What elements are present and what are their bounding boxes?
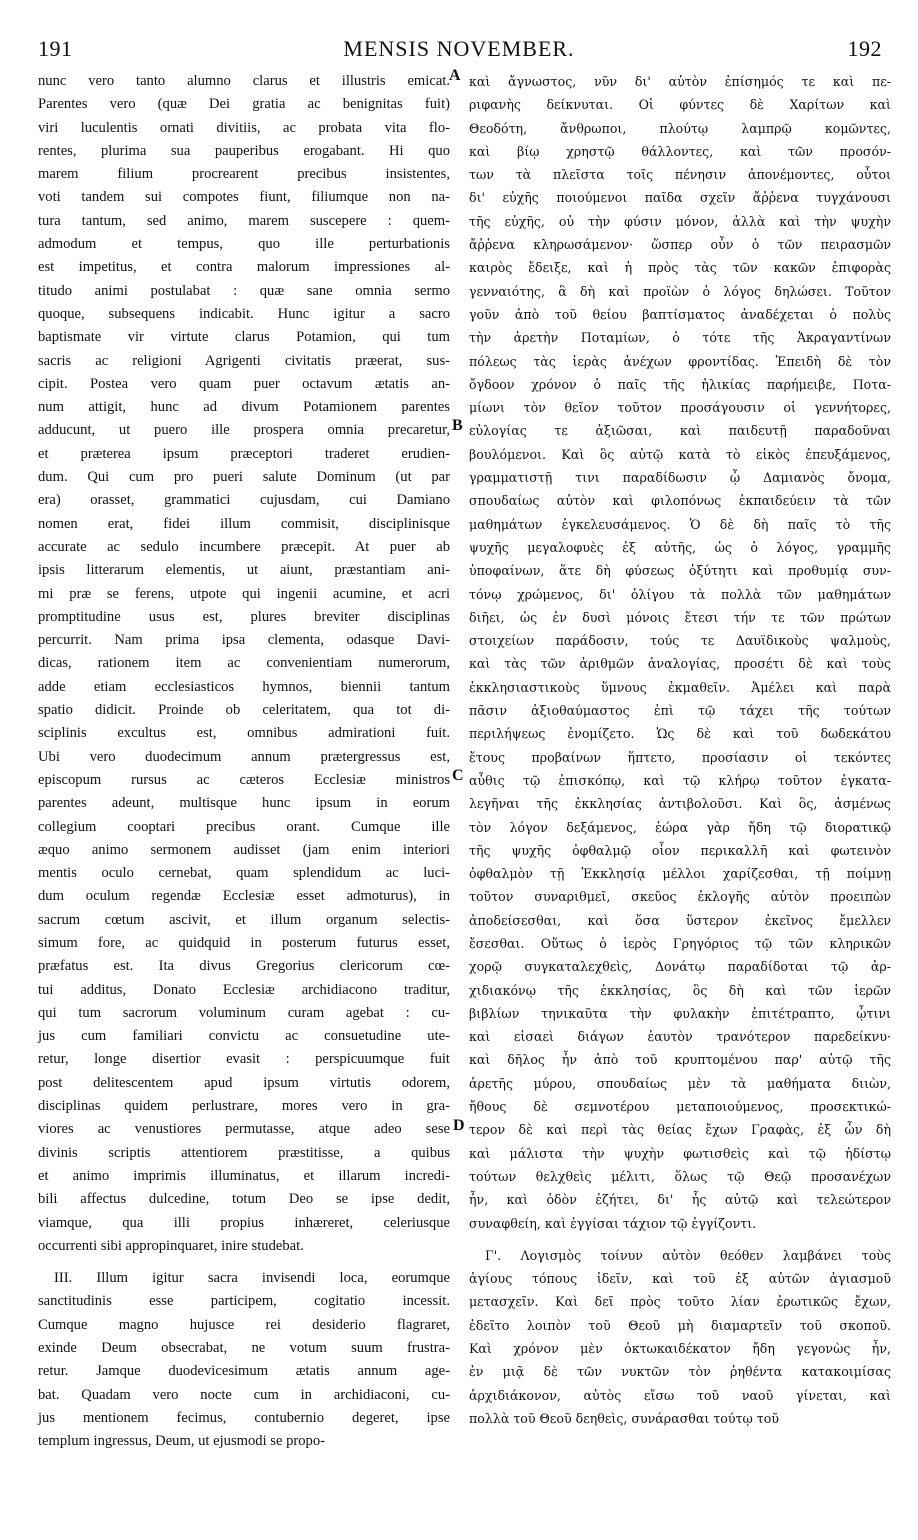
page-number-right: 192 [847, 36, 882, 61]
section-marker-a: A [449, 67, 461, 84]
latin-text-line: disciplinas quidem perlustrare, mores vero in gra- [38, 1098, 450, 1115]
running-title: MENSIS NOVEMBER. [343, 36, 575, 61]
latin-text-line: exinde Deum obsecrabat, ne votum suum frustra- [38, 1340, 450, 1357]
latin-text-line: III. Illum igitur sacra invisendi loca, eorumque [54, 1270, 450, 1287]
paragraph-gap [469, 1235, 891, 1244]
greek-text-line: ἔσεσθαι. Οὕτως ὁ ἱερὸς Γρηγόριος τῷ τῶν κληρικῶν [469, 935, 891, 951]
latin-text-line: tui additus, Donato Ecclesiæ archidiacono traditur, [38, 981, 450, 998]
greek-text-line: τόνῳ χρώμενος, δι' ὀλίγου τὰ πολλὰ τῶν μαθημάτων [469, 586, 891, 602]
latin-text-line: retur, longe disertior evasit : perspicuumque fuit [38, 1051, 450, 1068]
latin-text-line: præfatus est. Ita divus Gregorius clericorum cœ- [38, 958, 450, 975]
greek-text-line: διῆει, ὡς ἐν δυσὶ μόνοις ἔτεσι τήν τε τῶν πρώτων [469, 609, 891, 625]
greek-text-line: γοῦν ἀπὸ τοῦ θείου βαπτίσματος ἀναδέχεται ὁ πολὺς [469, 306, 891, 322]
latin-text-line: promptitudine usus est, plures breviter disciplinas [38, 608, 450, 625]
greek-text-line: καὶ δῆλος ἦν ἀπὸ τοῦ κρυπτομένου παρ' αὐτῷ τῆς [469, 1052, 891, 1068]
greek-text-line: καὶ μάλιστα τὴν ψυχὴν φωτισθεὶς καὶ τῷ ἡδίστῳ [469, 1145, 891, 1161]
greek-text-line: ἐν μιᾷ δὲ τῶν νυκτῶν τὸν ῥηθέντα κατακοιμίσας [469, 1364, 891, 1380]
latin-text-line: divinis scriptis attentiorem præstitisse, a quibus [38, 1144, 450, 1161]
latin-text-line: era) orasset, grammatici cujusdam, cui Damiano [38, 492, 450, 509]
greek-text-line: τῆς ψυχῆς ὀφθαλμῷ οἷον περικαλλῆ καὶ φωτεινὸν [469, 842, 891, 858]
greek-text-line: χιδιακόνῳ τῆς ἐκκλησίας, ὃς δὴ καὶ τῶν ἱερῶν [469, 982, 891, 998]
greek-text-line: λεγῆναι τῆς ἐκκλησίας ἀντιβολοῦσι. Καὶ ὃς, ἀσμένως [469, 796, 891, 812]
latin-text-line: parentes adeunt, multisque hunc ipsum in eorum [38, 795, 450, 812]
latin-text-line: ipsis litterarum elementis, ut aiunt, præstantiam ani- [38, 562, 450, 579]
section-marker-b: B [452, 417, 463, 434]
latin-text-line: jus mentionem fecimus, contubernio degeret, ipse [38, 1409, 450, 1426]
latin-text-line: voti tandem sui compotes fiunt, filiumque non na- [38, 189, 450, 206]
greek-text-line: σπουδαίως αὐτὸν καὶ φιλοπόνως ἐκπαιδεύειν τὰ τῶν [469, 493, 891, 509]
greek-text-line: γραμματιστῇ τινι παραδίδωσιν ᾧ Δαμιανὸς ὄνομα, [469, 470, 891, 486]
latin-text-line: bat. Quadam vero nocte cum in archidiaconi, cu- [38, 1386, 450, 1403]
greek-text-line: ὀφθαλμὸν τῇ Ἐκκλησίᾳ μέλλοι χαρίζεσθαι, τῇ ποίμνῃ [469, 866, 891, 882]
greek-text-line: μετασχεῖν. Καὶ δεῖ πρὸς τοῦτο λίαν ἐρωτικῶς ἔχων, [469, 1294, 891, 1310]
greek-text-line: χορῷ συγκαταλεχθεὶς, Δονάτῳ παραδίδοται τῷ ἀρ- [469, 959, 891, 975]
greek-text-line: ριφανὴς δείκνυται. Οἱ φύντες δὲ Χαρίτων καὶ [469, 97, 891, 113]
greek-text-line: πόλεως τὰς ἱερὰς ἀνέχων φροντίδας. Ἐπειδὴ δὲ τὸν [469, 353, 891, 369]
latin-text-line: viores ac venustiores permutasse, atque adeo sese [38, 1121, 450, 1138]
greek-text-line: ἁγίους τόπους ἰδεῖν, καὶ τοῦ ἐξ αὐτῶν ἁγιασμοῦ [469, 1271, 891, 1287]
greek-text-line: Καὶ χρόνον μὲν ὀκτωκαιδέκατον ἤδη γεγονὼς ἦν, [469, 1341, 891, 1357]
greek-text-line: γενναιότης, ἃ δὴ καὶ προϊὼν ὁ λόγος δηλώσει. Τοῦτον [469, 283, 891, 299]
greek-text-line: τὸν λόγον δεξάμενος, ἑώρα γὰρ ἤδη τῷ διορατικῷ [469, 819, 891, 835]
latin-text-line: occurrenti sibi appropinquaret, inire studebat. [38, 1237, 304, 1254]
latin-text-line: tura tantum, sed animo, marem suscepere : quem- [38, 212, 450, 229]
greek-text-line: ἔτους προβαίνων ἥπτετο, προσίασιν οἱ τεκόντες [469, 749, 891, 765]
greek-text-line: τὴν ἀρετὴν Ποταμίων, ὁ τότε τῆς Ἀκραγαντίνων [469, 330, 891, 346]
greek-text-line: ὑποφαίνων, ἅτε δὴ φύσεως ὀξύτητι καὶ προθυμίᾳ συν- [469, 563, 891, 579]
greek-text-line: καιρὸς ἔδειξε, καὶ ἡ πρὸς τὰς τῶν κακῶν ἐπιφορὰς [469, 260, 891, 276]
latin-text-line: num attigit, hunc ad divum Potamionem parentes [38, 399, 450, 416]
greek-text-line: βιβλίων τηνικαῦτα τὴν φυλακὴν ἐπιτέτραπτο, ᾧτινι [469, 1005, 891, 1021]
latin-text-line: dum oculum regendæ Ecclesiæ esset admoturus), in [38, 888, 450, 905]
latin-text-line: jus cum familiari convictu ac consuetudine ute- [38, 1028, 450, 1045]
latin-text-line: templum ingressus, Deum, ut ejusmodi se propo- [38, 1433, 325, 1450]
latin-text-line: qui tum sacrorum voluminum curam agebat : cu- [38, 1004, 450, 1021]
greek-column [469, 70, 891, 1430]
greek-text-line: καὶ εἰσαεὶ διάγων ἑαυτὸν τρανότερον παρεδείκνυ· [469, 1029, 891, 1045]
greek-text-line: Θεοδότη, ἄνθρωποι, πλούτῳ λαμπρῷ κομῶντες, [469, 120, 891, 136]
latin-text-line: titudo animi postulabat : quæ sane omnia sermo [38, 282, 450, 299]
latin-text-line: adde etiam ecclesiasticos hymnos, biennii tantum [38, 678, 450, 695]
greek-text-line: πολλὰ τοῦ Θεοῦ δεηθεὶς, συνάρασθαι τούτῳ τοῦ [469, 1410, 779, 1426]
latin-text-line: admodum et tempus, quo ille perturbationis [38, 236, 450, 253]
greek-text-line: δι' εὐχῆς ποιούμενοι παῖδα σχεῖν ἄῤῥενα τυγχάνουσι [469, 190, 891, 206]
latin-text-line: et præterea ipsum præceptori traderet erudien- [38, 445, 450, 462]
greek-text-line: στοιχείων παράδοσιν, τούς τε Δαυϊδικοὺς ψαλμοὺς, [469, 633, 891, 649]
section-marker-c: C [452, 767, 464, 784]
greek-text-line: εὐλογίας τε ἀξιῶσαι, καὶ παιδευτῇ παραδοῦναι [469, 423, 891, 439]
latin-text-line: viri luculentis ornati divitiis, ac probata vita flo- [38, 119, 450, 136]
latin-text-line: Ubi vero duodecimum annum prætergressus est, [38, 748, 450, 765]
greek-text-line: Γ'. Λογισμὸς τοίνυν αὐτὸν θεόθεν λαμβάνει τοὺς [485, 1247, 891, 1263]
latin-text-line: collegium cooptari precibus orant. Cumque ille [38, 818, 450, 835]
paragraph-gap [38, 1258, 450, 1267]
latin-text-line: nomen erat, fidei illum commisit, disciplinisque [38, 515, 450, 532]
latin-text-line: dum. Qui cum pro pueri salute Dominum (ut par [38, 469, 450, 486]
greek-text-line: ψυχῆς μεγαλοφυὲς ἐξ αὐτῆς, ὡς ὁ λόγος, γραμμῆς [469, 539, 891, 555]
latin-text-line: æquo animo sermonem audisset (jam enim interiori [38, 841, 450, 858]
latin-text-line: est impetitus, et contra malorum impressiones al- [38, 259, 450, 276]
latin-text-line: marem filium procrearent precibus insistentes, [38, 166, 450, 183]
greek-text-line: τούτων θελχθεὶς μέλιτι, ὅλως τῷ Θεῷ προσανέχων [469, 1168, 891, 1184]
latin-text-line: accurate ac sedulo incumbere præcepit. At puer ab [38, 538, 450, 555]
greek-text-line: συναφθείη, καὶ ἐγγίσαι τάχιον τῷ ἐγγίζοντι. [469, 1215, 757, 1231]
latin-text-line: cipit. Postea vero quam puer octavum ætatis an- [38, 375, 450, 392]
greek-text-line: ἐκκλησιαστικοὺς ὕμνους ἐκμαθεῖν. Ἀμέλει καὶ παρὰ [469, 679, 891, 695]
latin-text-line: simum fore, ac quidquid in posterum futurus esset, [38, 934, 450, 951]
latin-text-line: Parentes vero (quæ Dei gratia ac benignitas fuit) [38, 96, 450, 113]
latin-text-line: sciplinis excultus est, omnibus admirationi fuit. [38, 725, 450, 742]
greek-text-line: καὶ βίῳ χρηστῷ θάλλοντες, καὶ τῶν προσόν- [469, 143, 891, 159]
latin-text-line: adducunt, ut puero ille prospera omnia precaretur, [38, 422, 450, 439]
latin-text-line: spatio didicit. Proinde ob celeritatem, qua tot di- [38, 702, 450, 719]
greek-text-line: ἀποδείσεσθαι, καὶ ὅσα ὕστερον ἐκεῖνος ἔμελλεν [469, 912, 891, 928]
latin-text-line: et animo imprimis illuminatus, et illarum incredi- [38, 1167, 450, 1184]
greek-text-line: των τὰ πλεῖστα τοῖς πένησιν ἀπονέμοντες, οὗτοι [469, 167, 891, 183]
latin-text-line: episcopum rursus ac cæteros Ecclesiæ ministros [38, 771, 450, 788]
latin-text-line: mi præ se ferens, utpote qui ingenii acumine, et acri [38, 585, 450, 602]
latin-text-line: rentes, plurima sua pauperibus erogabant. Hi quo [38, 142, 450, 159]
latin-text-line: mentis oculo cernebat, quam splendidum ac luci- [38, 865, 450, 882]
greek-text-line: μίωνι τὸν θεῖον τοῦτον προσάγουσιν οἱ γεννήτορες, [469, 400, 891, 416]
latin-text-line: post delitescentem apud ipsum virtutis odorem, [38, 1074, 450, 1091]
greek-text-line: ἄῤῥενα κληρωσάμενον· ὥσπερ οὖν ὁ τῶν πειρασμῶν [469, 237, 891, 253]
latin-text-line: dicas, rationem item ac convenientiam numerorum, [38, 655, 450, 672]
greek-text-line: πᾶσιν ἀξιοθαύμαστος ἐπὶ τῷ τάχει τῆς τούτων [469, 703, 891, 719]
latin-text-line: sanctitudinis esse participem, cogitatio incessit. [38, 1293, 450, 1310]
greek-text-line: καὶ τὰς τῶν ἀριθμῶν ἀναλογίας, προσέτι δὲ καὶ τοὺς [469, 656, 891, 672]
greek-text-line: ὄγδοον χρόνον ὁ παῖς τῆς ἡλικίας παρήμειβε, Ποτα- [469, 376, 891, 392]
latin-text-line: bili affectus dulcedine, totum Deo se ipse dedit, [38, 1191, 450, 1208]
greek-text-line: ἀρετῆς μύρου, σπουδαίως μὲν τὰ μαθήματα διιὼν, [469, 1075, 891, 1091]
greek-text-line: περιλήψεως ἐνομίζετο. Ὡς δὲ καὶ τοῦ δωδεκάτου [469, 726, 891, 742]
latin-text-line: Cumque magno hujusce rei desiderio flagraret, [38, 1316, 450, 1333]
section-marker-d: D [453, 1117, 465, 1134]
latin-column [38, 70, 450, 1454]
greek-text-line: αὖθις τῷ ἐπισκόπῳ, καὶ τῷ κλήρῳ τοῦτον ἐγκατα- [469, 772, 891, 788]
greek-text-line: ἐδεῖτο λοιπὸν τοῦ Θεοῦ μὴ διαμαρτεῖν τοῦ σκοποῦ. [469, 1317, 891, 1333]
greek-text-line: τοῦτον συναριθμεῖ, σκεῦος ἐκλογῆς αὐτὸν προειπὼν [469, 889, 891, 905]
greek-text-line: καὶ ἄγνωστος, νῦν δι' αὐτὸν ἐπίσημός τε καὶ πε- [469, 74, 891, 89]
latin-text-line: nunc vero tanto alumno clarus et illustris emicat. [38, 73, 450, 89]
latin-text-line: sacris ac religioni Agrigenti civitatis præerat, sus- [38, 352, 450, 369]
latin-text-line: baptismate vir virtute clarus Potamion, qui tum [38, 329, 450, 346]
greek-text-line: τῆς εὐχῆς, οὐ τὴν φύσιν μόνον, ἀλλὰ καὶ τὴν ψυχὴν [469, 213, 891, 229]
greek-text-line: βουλόμενοι. Καὶ ὃς αὐτῷ κατὰ τὸ εἰκὸς ἐπευξάμενος, [469, 446, 891, 462]
latin-text-line: sacrum cœtum ascivit, et illum organum selectis- [38, 911, 450, 928]
latin-text-line: retur. Jamque duodevicesimum ætatis annum age- [38, 1363, 450, 1380]
greek-text-line: τερον δὲ καὶ περὶ τὰς θείας ἔχων Γραφὰς, ἐξ ὧν δὴ [469, 1122, 891, 1138]
latin-text-line: quoque, subsequens indicabit. Hunc igitur a sacro [38, 305, 450, 322]
page-header [30, 36, 888, 66]
greek-text-line: ἤθους δὲ σεμνοτέρου μεταποιούμενος, προσεκτικώ- [469, 1099, 891, 1115]
page-number-left: 191 [38, 36, 73, 61]
greek-text-line: ἀρχιδιάκονον, αὐτὸς εἴσω τοῦ ναοῦ γίνεται, καὶ [469, 1387, 891, 1403]
latin-text-line: percurrit. Nam prima ipsa clementa, odasque Davi- [38, 632, 450, 649]
latin-text-line: viamque, qua illi propius inhæreret, celeriusque [38, 1214, 450, 1231]
greek-text-line: ἦν, καὶ ὁδὸν ἐζήτει, δι' ἧς αὐτῷ καὶ τελεώτερον [469, 1192, 891, 1208]
greek-text-line: μαθημάτων ἐγκελευσάμενος. Ὁ δὲ δὴ παῖς τὸ τῆς [469, 516, 891, 532]
